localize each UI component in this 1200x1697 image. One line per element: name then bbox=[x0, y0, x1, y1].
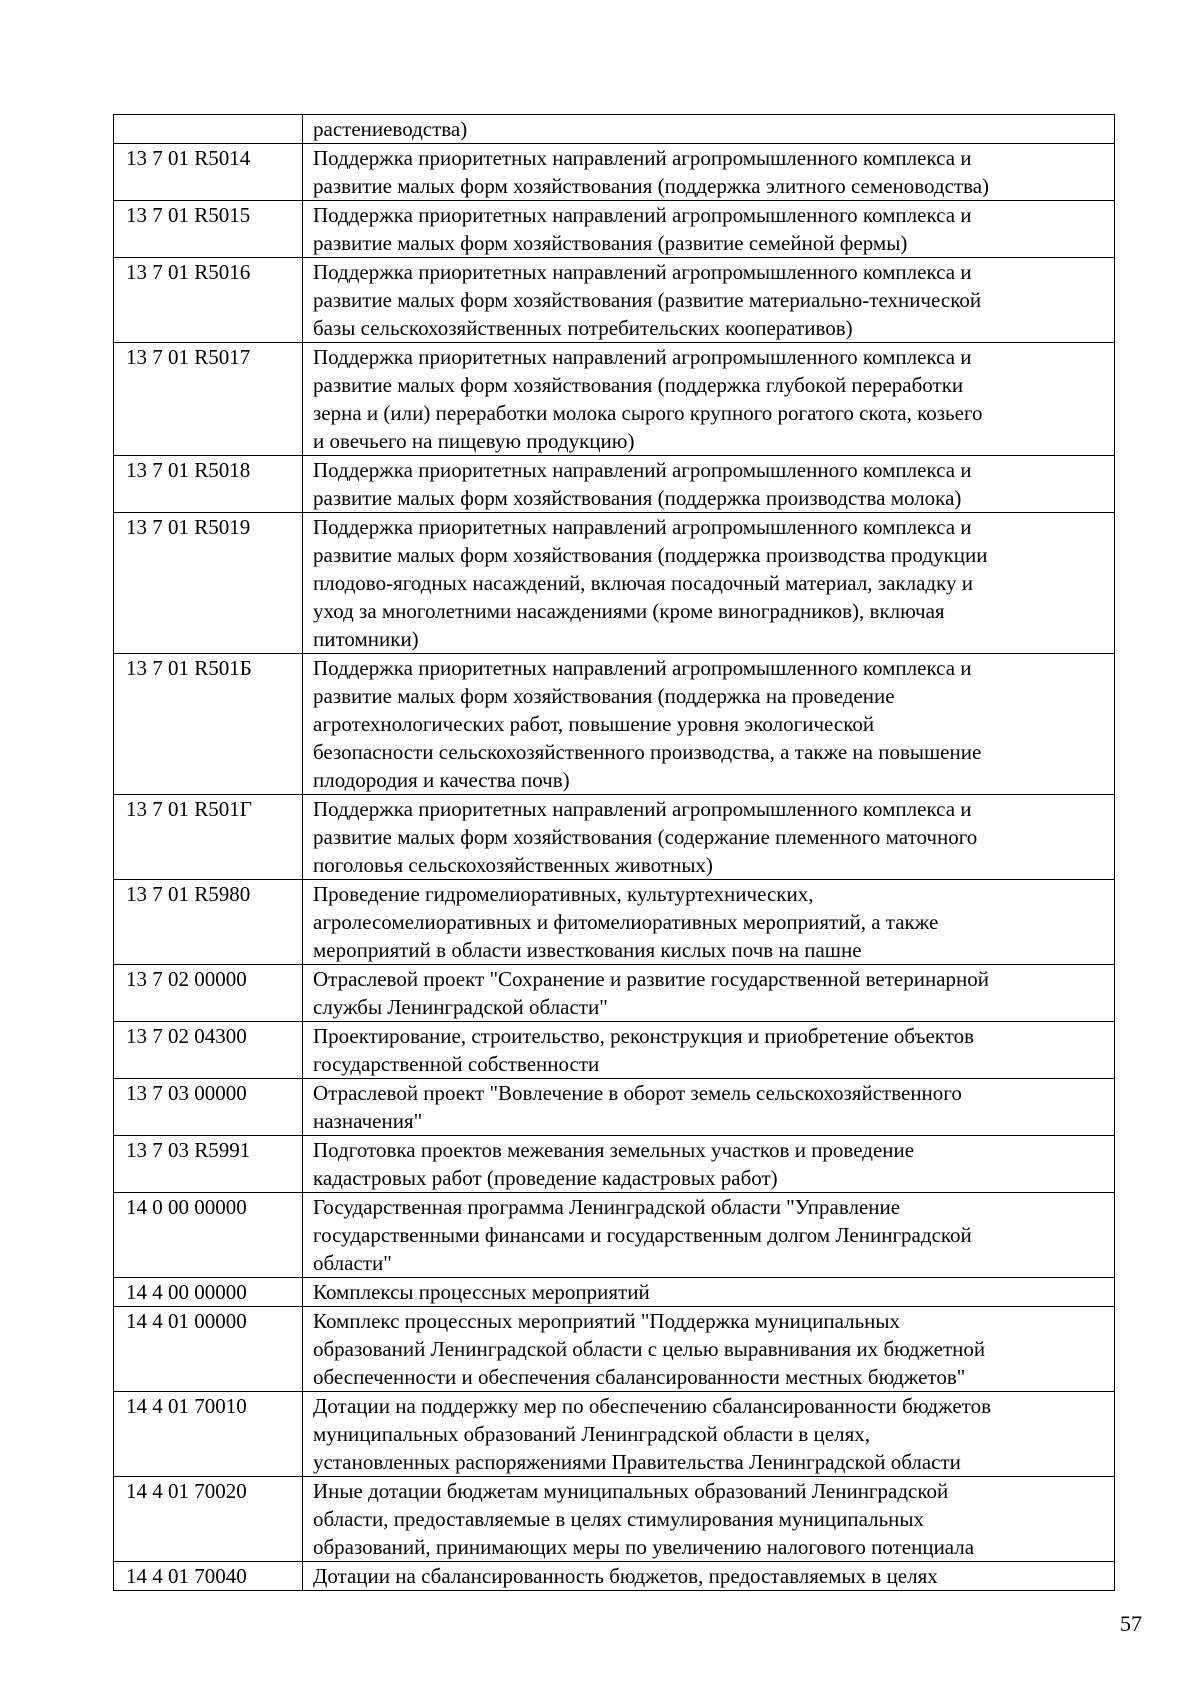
budget-classification-table bbox=[113, 114, 1115, 1591]
row-code: 14 4 01 70020 bbox=[114, 1477, 303, 1562]
table-row bbox=[114, 654, 1115, 795]
row-code: 13 7 01 R5018 bbox=[114, 456, 303, 513]
page-number: 57 bbox=[1120, 1611, 1142, 1636]
row-description: Иные дотации бюджетам муниципальных образований Ленинградской области, предоставляемые в целях стимулирования муниципальных образований, принимающих меры по увеличению налогового потенциала bbox=[303, 1477, 1115, 1562]
row-code: 14 4 01 00000 bbox=[114, 1307, 303, 1392]
row-code: 13 7 01 R5980 bbox=[114, 880, 303, 965]
row-code: 14 4 01 70040 bbox=[114, 1562, 303, 1591]
row-description: растениеводства) bbox=[303, 115, 1115, 144]
table-row bbox=[114, 880, 1115, 965]
row-description: Поддержка приоритетных направлений агропромышленного комплекса и развитие малых форм хозяйствования (поддержка производства молока) bbox=[303, 456, 1115, 513]
table-row bbox=[114, 513, 1115, 654]
row-description: Поддержка приоритетных направлений агропромышленного комплекса и развитие малых форм хозяйствования (поддержка производства продукции плодово-ягодных насаждений, включая посадочный материал, закладку и уход за многолетними насаждениями (кроме виноградников), включая питомники) bbox=[303, 513, 1115, 654]
row-code: 14 4 01 70010 bbox=[114, 1392, 303, 1477]
row-code: 13 7 02 04300 bbox=[114, 1022, 303, 1079]
table-row bbox=[114, 1307, 1115, 1392]
row-description: Поддержка приоритетных направлений агропромышленного комплекса и развитие малых форм хозяйствования (развитие семейной фермы) bbox=[303, 201, 1115, 258]
row-description: Дотации на сбалансированность бюджетов, предоставляемых в целях bbox=[303, 1562, 1115, 1591]
row-description: Поддержка приоритетных направлений агропромышленного комплекса и развитие малых форм хозяйствования (развитие материально-технической базы сельскохозяйственных потребительских кооперативов) bbox=[303, 258, 1115, 343]
row-code: 13 7 01 R5016 bbox=[114, 258, 303, 343]
row-description: Проведение гидромелиоративных, культуртехнических, агролесомелиоративных и фитомелиоративных мероприятий, а также мероприятий в области известкования кислых почв на пашне bbox=[303, 880, 1115, 965]
table-row bbox=[114, 201, 1115, 258]
table-row bbox=[114, 456, 1115, 513]
row-code: 13 7 03 R5991 bbox=[114, 1136, 303, 1193]
table-row bbox=[114, 258, 1115, 343]
row-code: 13 7 01 R501Б bbox=[114, 654, 303, 795]
row-code: 14 4 00 00000 bbox=[114, 1278, 303, 1307]
table-row bbox=[114, 1392, 1115, 1477]
table-row bbox=[114, 1079, 1115, 1136]
row-description: Поддержка приоритетных направлений агропромышленного комплекса и развитие малых форм хозяйствования (содержание племенного маточного поголовья сельскохозяйственных животных) bbox=[303, 795, 1115, 880]
row-code: 14 0 00 00000 bbox=[114, 1193, 303, 1278]
table-row bbox=[114, 795, 1115, 880]
table-row bbox=[114, 343, 1115, 456]
row-description: Проектирование, строительство, реконструкция и приобретение объектов государственной собственности bbox=[303, 1022, 1115, 1079]
row-code: 13 7 01 R5015 bbox=[114, 201, 303, 258]
table-row bbox=[114, 144, 1115, 201]
table-row bbox=[114, 1562, 1115, 1591]
row-description: Комплекс процессных мероприятий "Поддержка муниципальных образований Ленинградской области с целью выравнивания их бюджетной обеспеченности и обеспечения сбалансированности местных бюджетов" bbox=[303, 1307, 1115, 1392]
row-description: Отраслевой проект "Сохранение и развитие государственной ветеринарной службы Ленинградской области" bbox=[303, 965, 1115, 1022]
row-code: 13 7 03 00000 bbox=[114, 1079, 303, 1136]
row-description: Отраслевой проект "Вовлечение в оборот земель сельскохозяйственного назначения" bbox=[303, 1079, 1115, 1136]
row-description: Поддержка приоритетных направлений агропромышленного комплекса и развитие малых форм хозяйствования (поддержка на проведение агротехнологических работ, повышение уровня экологической безопасности сельскохозяйственного производства, а также на повышение плодородия и качества почв) bbox=[303, 654, 1115, 795]
table-row bbox=[114, 1136, 1115, 1193]
table-row bbox=[114, 1477, 1115, 1562]
row-description: Комплексы процессных мероприятий bbox=[303, 1278, 1115, 1307]
table-row bbox=[114, 115, 1115, 144]
row-description: Дотации на поддержку мер по обеспечению сбалансированности бюджетов муниципальных образований Ленинградской области в целях, установленных распоряжениями Правительства Ленинградской области bbox=[303, 1392, 1115, 1477]
table-row bbox=[114, 965, 1115, 1022]
table-row bbox=[114, 1022, 1115, 1079]
row-code: 13 7 01 R501Г bbox=[114, 795, 303, 880]
row-description: Государственная программа Ленинградской области "Управление государственными финансами и государственным долгом Ленинградской области" bbox=[303, 1193, 1115, 1278]
table-body bbox=[114, 115, 1115, 1591]
row-description: Поддержка приоритетных направлений агропромышленного комплекса и развитие малых форм хозяйствования (поддержка элитного семеноводства) bbox=[303, 144, 1115, 201]
row-code: 13 7 01 R5014 bbox=[114, 144, 303, 201]
row-description: Поддержка приоритетных направлений агропромышленного комплекса и развитие малых форм хозяйствования (поддержка глубокой переработки зерна и (или) переработки молока сырого крупного рогатого скота, козьего и овечьего на пищевую продукцию) bbox=[303, 343, 1115, 456]
row-description: Подготовка проектов межевания земельных участков и проведение кадастровых работ (проведение кадастровых работ) bbox=[303, 1136, 1115, 1193]
row-code: 13 7 01 R5019 bbox=[114, 513, 303, 654]
table-row bbox=[114, 1193, 1115, 1278]
row-code: 13 7 02 00000 bbox=[114, 965, 303, 1022]
row-code: 13 7 01 R5017 bbox=[114, 343, 303, 456]
row-code bbox=[114, 115, 303, 144]
table-row bbox=[114, 1278, 1115, 1307]
